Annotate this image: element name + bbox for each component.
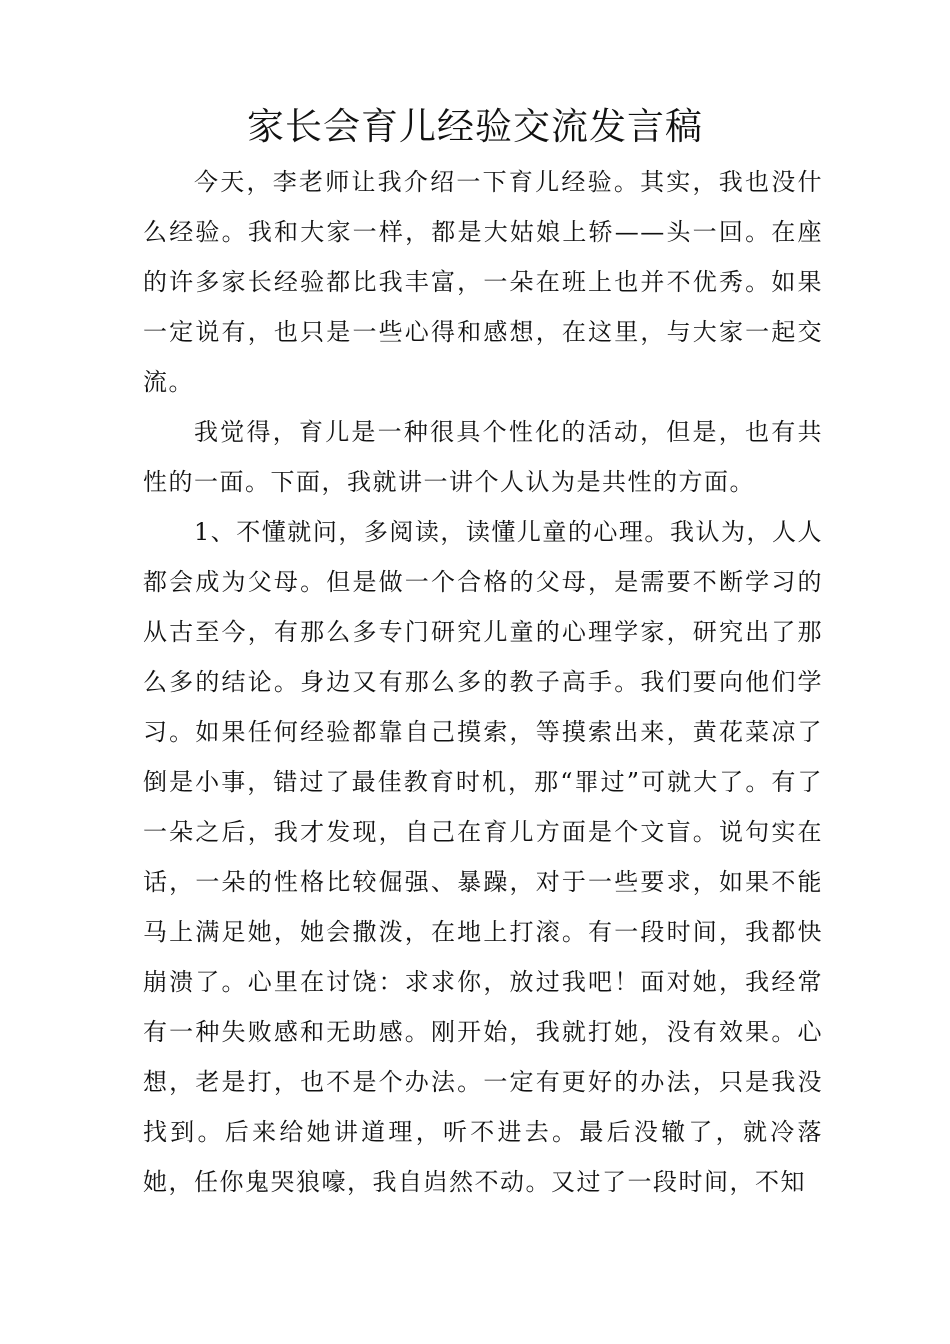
paragraph-intro: 今天，李老师让我介绍一下育儿经验。其实，我也没什么经验。我和大家一样，都是大姑娘上轿——头一回。在座的许多家长经验都比我丰富，一朵在班上也并不优秀。如果一定说有，也只是一些心得和感想，在这里，与大家一起交流。 (143, 168, 823, 396)
document-body (143, 157, 823, 1207)
document-title: 家长会育儿经验交流发言稿 (247, 105, 703, 148)
paragraph-point-1: 1、不懂就问，多阅读，读懂儿童的心理。我认为，人人都会成为父母。但是做一个合格的父母，是需要不断学习的从古至今，有那么多专门研究儿童的心理学家，研究出了那么多的结论。身边又有那么多的教子高手。我们要向他们学习。如果任何经验都靠自己摸索，等摸索出来，黄花菜凉了倒是小事，错过了最佳教育时机，那“罪过”可就大了。有了一朵之后，我才发现，自己在育儿方面是个文盲。说句实在话，一朵的性格比较倔强、暴躁，对于一些要求，如果不能马上满足她，她会撒泼，在地上打滚。有一段时间，我都快崩溃了。心里在讨饶：求求你，放过我吧！面对她，我经常有一种失败感和无助感。刚开始，我就打她，没有效果。心想，老是打，也不是个办法。一定有更好的办法，只是我没找到。后来给她讲道理，听不进去。最后没辙了，就冷落她，任你鬼哭狼嚎，我自岿然不动。又过了一段时间，不知 (143, 518, 823, 1196)
paragraph-commonality: 我觉得，育儿是一种很具个性化的活动，但是，也有共性的一面。下面，我就讲一讲个人认为是共性的方面。 (143, 418, 823, 496)
